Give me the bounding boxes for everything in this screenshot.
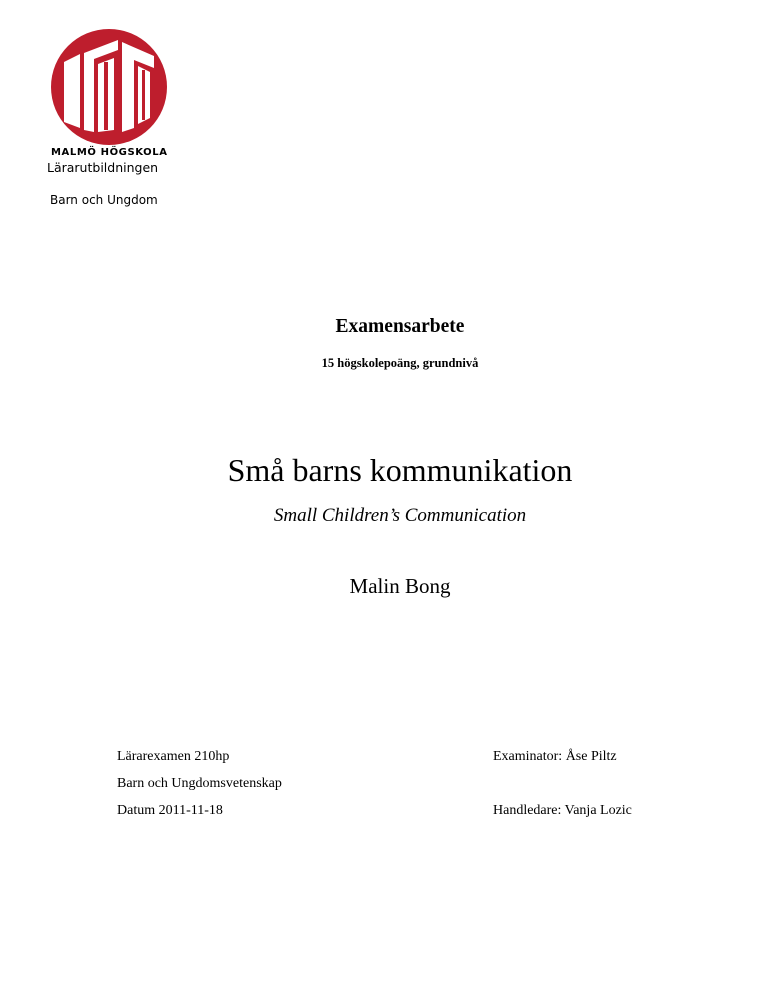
malmo-hogskola-logo-icon <box>50 28 168 146</box>
program-name: Barn och Ungdom <box>50 193 158 207</box>
credits-line: 15 högskolepoäng, grundnivå <box>321 356 479 370</box>
degree-label: Lärarexamen 210hp <box>117 749 230 764</box>
thesis-title: Små barns kommunikation <box>227 452 573 488</box>
supervisor-label: Handledare: Vanja Lozic <box>493 803 632 818</box>
date-label: Datum 2011-11-18 <box>117 803 223 818</box>
institution-name: MALMÖ HÖGSKOLA <box>51 147 168 158</box>
thesis-subtitle: Small Children’s Communication <box>273 505 527 526</box>
department-name: Lärarutbildningen <box>47 160 159 175</box>
subject-label: Barn och Ungdomsvetenskap <box>117 776 282 791</box>
examiner-label: Examinator: Åse Piltz <box>493 749 617 764</box>
document-type: Examensarbete <box>335 316 465 337</box>
author-name: Malin Bong <box>349 574 451 598</box>
